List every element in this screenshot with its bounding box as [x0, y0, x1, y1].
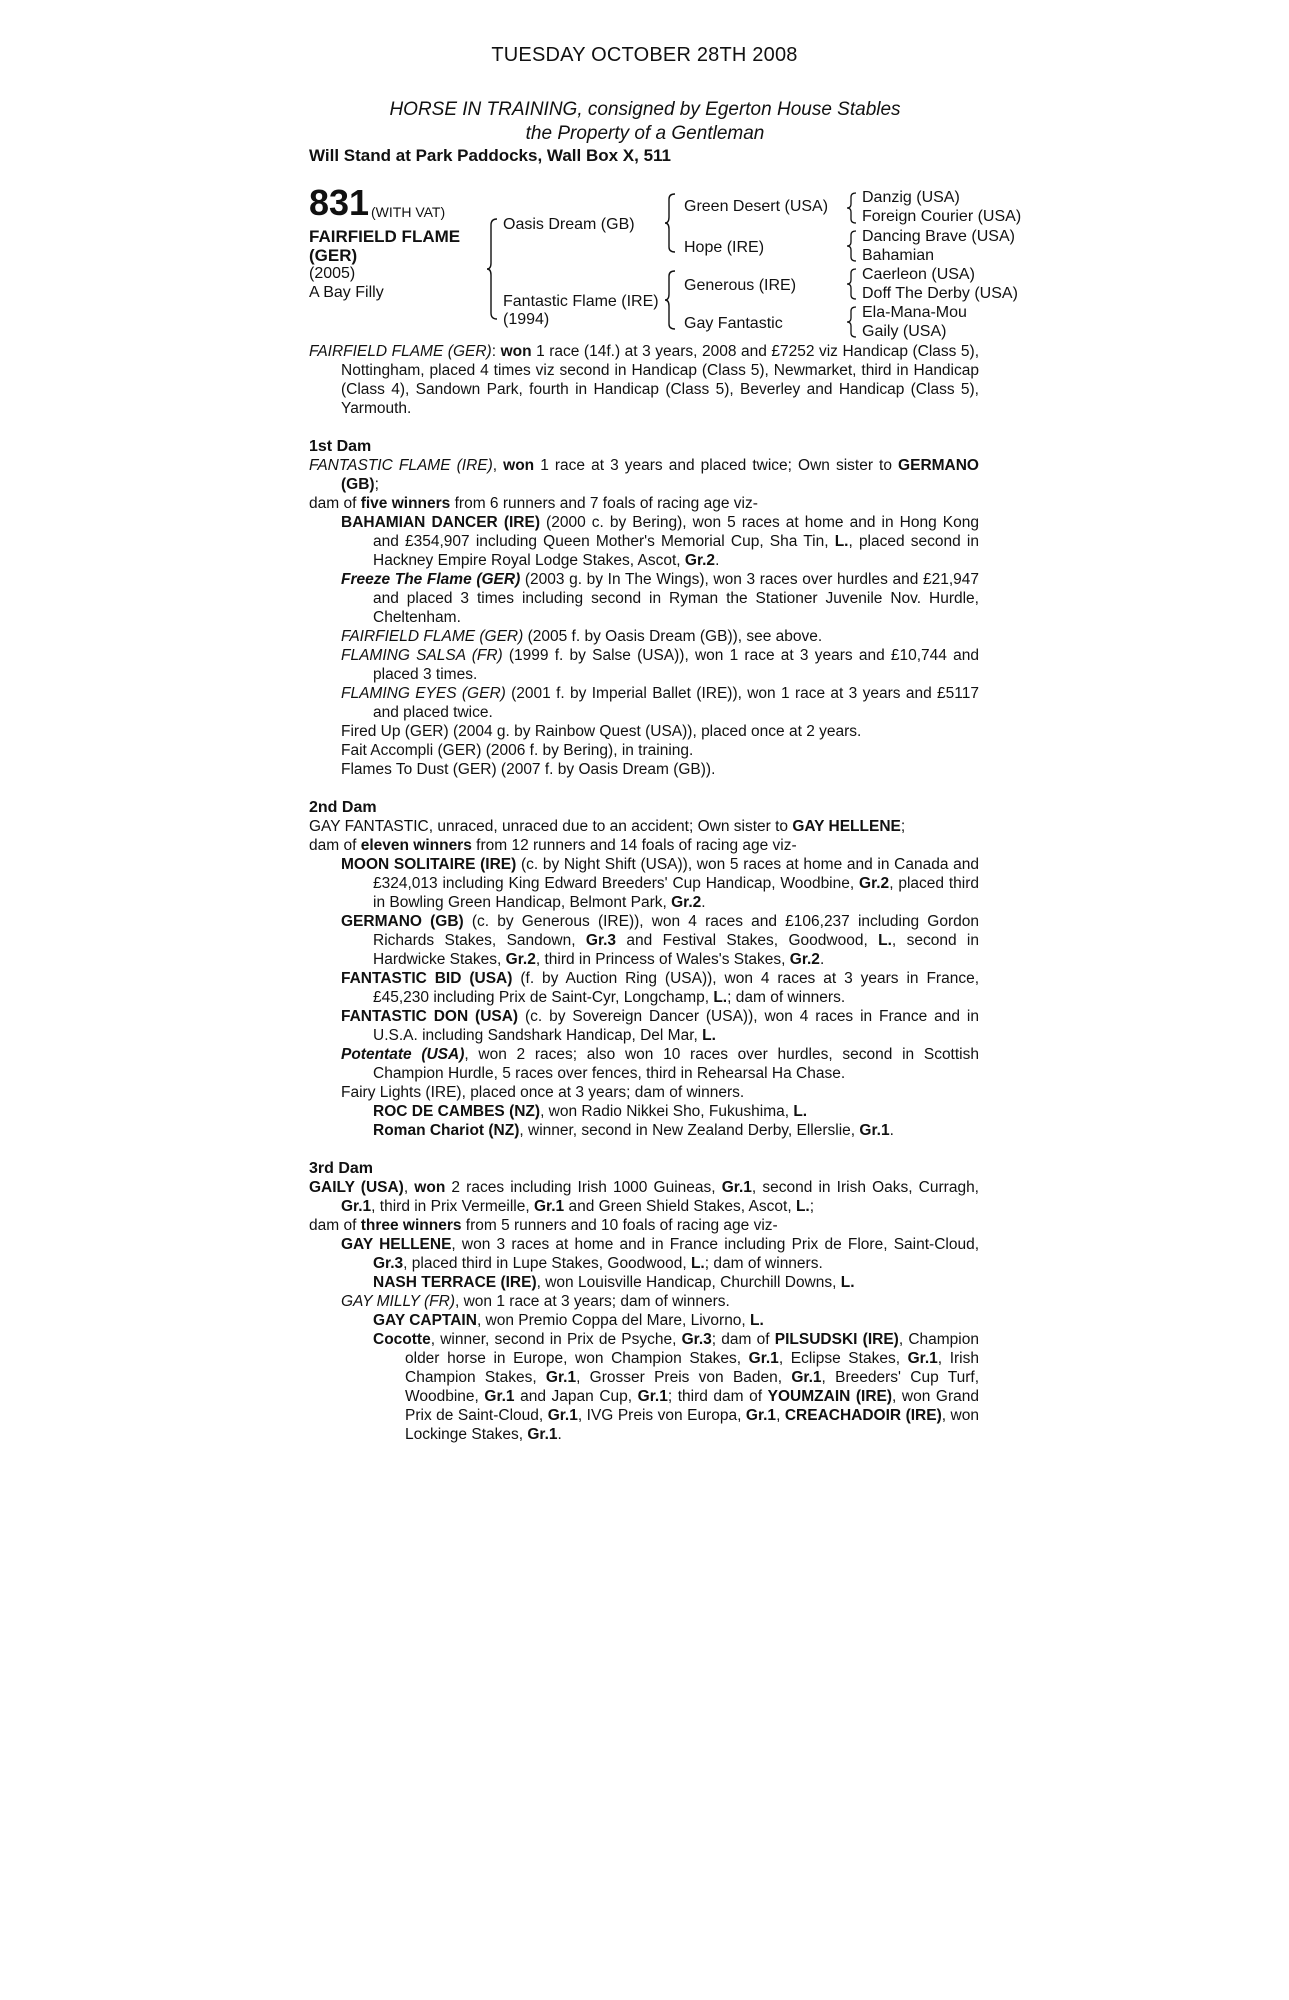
- third-dam-heading: 3rd Dam: [309, 1160, 374, 1177]
- pedigree-dam-sire: Generous (IRE): [684, 277, 797, 294]
- produce-entry: FANTASTIC DON (USA) (c. by Sovereign Dancer (USA)), won 4 races in France and in U.S.A. including Sandshark Handicap, Del Mar, L.: [341, 1008, 979, 1044]
- pedigree-ddd: Gaily (USA): [862, 323, 947, 340]
- second-dam-heading: 2nd Dam: [309, 799, 377, 816]
- first-dam-heading: 1st Dam: [309, 438, 372, 455]
- sale-date: TUESDAY OCTOBER 28TH 2008: [491, 44, 798, 66]
- produce-entry: FANTASTIC BID (USA) (f. by Auction Ring (USA)), won 4 races at 3 years in France, £45,230 including Prix de Saint-Cyr, Longchamp, L.; dam of winners.: [341, 970, 979, 1006]
- produce-entry: BAHAMIAN DANCER (IRE) (2000 c. by Bering), won 5 races at home and in Hong Kong and £354,907 including Queen Mother's Memorial Cup, Sha Tin, L., placed second in Hackney Empire Royal Lodge Stakes, Ascot, Gr.2.: [341, 514, 979, 569]
- catalogue-body: [309, 342, 979, 1444]
- grand-produce-entry: NASH TERRACE (IRE), won Louisville Handicap, Churchill Downs, L.: [373, 1274, 855, 1291]
- produce-entry: Freeze The Flame (GER) (2003 g. by In The Wings), won 3 races over hurdles and £21,947 and placed 3 times including second in Ryman the Stationer Juvenile Nov. Hurdle, Cheltenham.: [341, 571, 979, 626]
- pedigree-brace-2a: [665, 193, 677, 253]
- pedigree-dam-dam: Gay Fantastic: [684, 315, 783, 332]
- produce-entry: GERMANO (GB) (c. by Generous (IRE)), won 4 races and £106,237 including Gordon Richards Stakes, Sandown, Gr.3 and Festival Stakes, Goodwood, L., second in Hardwicke Stakes, Gr.2, third in Princess of Wales's Stakes, Gr.2.: [341, 913, 979, 968]
- property-line: the Property of a Gentleman: [525, 123, 765, 144]
- grand-produce-entry: GAY CAPTAIN, won Premio Coppa del Mare, Livorno, L.: [373, 1312, 764, 1329]
- pedigree-dds: Ela-Mana-Mou: [862, 304, 967, 321]
- first-dam-produce-summary: dam of five winners from 6 runners and 7 foals of racing age viz-: [309, 495, 758, 512]
- pedigree-dss: Caerleon (USA): [862, 266, 975, 283]
- first-dam-record: FANTASTIC FLAME (IRE), won 1 race at 3 years and placed twice; Own sister to GERMANO (GB);: [309, 457, 979, 493]
- horse-name: FAIRFIELD FLAME: [309, 227, 461, 246]
- foaling-year: (2005): [309, 265, 356, 282]
- horse-description: A Bay Filly: [309, 284, 384, 301]
- pedigree-ssd: Foreign Courier (USA): [862, 208, 1022, 225]
- pedigree-brace-2b: [665, 270, 677, 330]
- produce-entry: FLAMING SALSA (FR) (1999 f. by Salse (USA)), won 1 race at 3 years and £10,744 and placed 3 times.: [341, 647, 979, 683]
- grand-produce-entry: ROC DE CAMBES (NZ), won Radio Nikkei Sho, Fukushima, L.: [373, 1103, 808, 1120]
- produce-entry: GAY MILLY (FR), won 1 race at 3 years; dam of winners.: [341, 1293, 730, 1310]
- produce-entry: Fait Accompli (GER) (2006 f. by Bering), in training.: [341, 742, 694, 759]
- produce-entry: FLAMING EYES (GER) (2001 f. by Imperial Ballet (IRE)), won 1 race at 3 years and £5117 and placed twice.: [341, 685, 979, 721]
- produce-entry: Flames To Dust (GER) (2007 f. by Oasis Dream (GB)).: [341, 761, 716, 778]
- produce-entry: Fairy Lights (IRE), placed once at 3 years; dam of winners.: [341, 1084, 745, 1101]
- pedigree-sire-dam: Hope (IRE): [684, 239, 765, 256]
- lot-number: 831: [309, 182, 370, 223]
- pedigree-dam-year: (1994): [503, 311, 550, 328]
- pedigree-brace-3b: [847, 230, 857, 262]
- produce-entry: MOON SOLITAIRE (IRE) (c. by Night Shift (USA)), won 5 races at home and in Canada and £324,013 including King Edward Breeders' Cup Handicap, Woodbine, Gr.2, placed third in Bowling Green Handicap, Belmont Park, Gr.2.: [341, 856, 979, 911]
- pedigree-sss: Danzig (USA): [862, 189, 960, 206]
- pedigree-brace-3c: [847, 268, 857, 300]
- produce-entry: GAY HELLENE, won 3 races at home and in France including Prix de Flore, Saint-Cloud, Gr.3, placed third in Lupe Stakes, Goodwood, L.; dam of winners.: [341, 1236, 979, 1272]
- pedigree-brace-3d: [847, 306, 857, 338]
- stand-location: Will Stand at Park Paddocks, Wall Box X, 511: [309, 146, 672, 165]
- pedigree-dam: Fantastic Flame (IRE): [503, 293, 659, 310]
- third-dam-produce-summary: dam of three winners from 5 runners and 10 foals of racing age viz-: [309, 1217, 778, 1234]
- second-dam-produce-summary: dam of eleven winners from 12 runners and 14 foals of racing age viz-: [309, 837, 797, 854]
- produce-entry: Potentate (USA), won 2 races; also won 10 races over hurdles, second in Scottish Champion Hurdle, 5 races over fences, third in Rehearsal Ha Chase.: [341, 1046, 979, 1082]
- pedigree-dsd: Doff The Derby (USA): [862, 285, 1018, 302]
- vat-note: (WITH VAT): [371, 204, 446, 220]
- pedigree-sds: Dancing Brave (USA): [862, 228, 1015, 245]
- pedigree-brace-1: [487, 218, 499, 320]
- pedigree-sire: Oasis Dream (GB): [503, 216, 635, 233]
- second-dam-record: GAY FANTASTIC, unraced, unraced due to an accident; Own sister to GAY HELLENE;: [309, 818, 906, 835]
- pedigree-brace-3a: [847, 192, 857, 224]
- horse-name-country: (GER): [309, 246, 358, 265]
- grand-produce-entry: Roman Chariot (NZ), winner, second in New Zealand Derby, Ellerslie, Gr.1.: [373, 1122, 894, 1139]
- horse-record: FAIRFIELD FLAME (GER): won 1 race (14f.) at 3 years, 2008 and £7252 viz Handicap (Class 5), Nottingham, placed 4 times viz second in Handicap (Class 5), Newmarket, third in Handicap (Class 4), Sandown Park, fourth in Handicap (Class 5), Beverley and Handicap (Class 5), Yarmouth.: [309, 343, 979, 417]
- pedigree-sire-sire: Green Desert (USA): [684, 198, 829, 215]
- produce-entry: Fired Up (GER) (2004 g. by Rainbow Quest (USA)), placed once at 2 years.: [341, 723, 862, 740]
- grand-produce-entry: Cocotte, winner, second in Prix de Psyche, Gr.3; dam of PILSUDSKI (IRE), Champion older horse in Europe, won Champion Stakes, Gr.1, Eclipse Stakes, Gr.1, Irish Champion Stakes, Gr.1, Grosser Preis von Baden, Gr.1, Breeders' Cup Turf, Woodbine, Gr.1 and Japan Cup, Gr.1; third dam of YOUMZAIN (IRE), won Grand Prix de Saint-Cloud, Gr.1, IVG Preis von Europa, Gr.1, CREACHADOIR (IRE), won Lockinge Stakes, Gr.1.: [373, 1331, 979, 1443]
- produce-entry: FAIRFIELD FLAME (GER) (2005 f. by Oasis Dream (GB)), see above.: [341, 628, 823, 645]
- third-dam-record: GAILY (USA), won 2 races including Irish 1000 Guineas, Gr.1, second in Irish Oaks, Curragh, Gr.1, third in Prix Vermeille, Gr.1 and Green Shield Stakes, Ascot, L.;: [309, 1179, 979, 1215]
- pedigree-sdd: Bahamian: [862, 247, 935, 264]
- consignor-line: HORSE IN TRAINING, consigned by Egerton House Stables: [389, 99, 901, 120]
